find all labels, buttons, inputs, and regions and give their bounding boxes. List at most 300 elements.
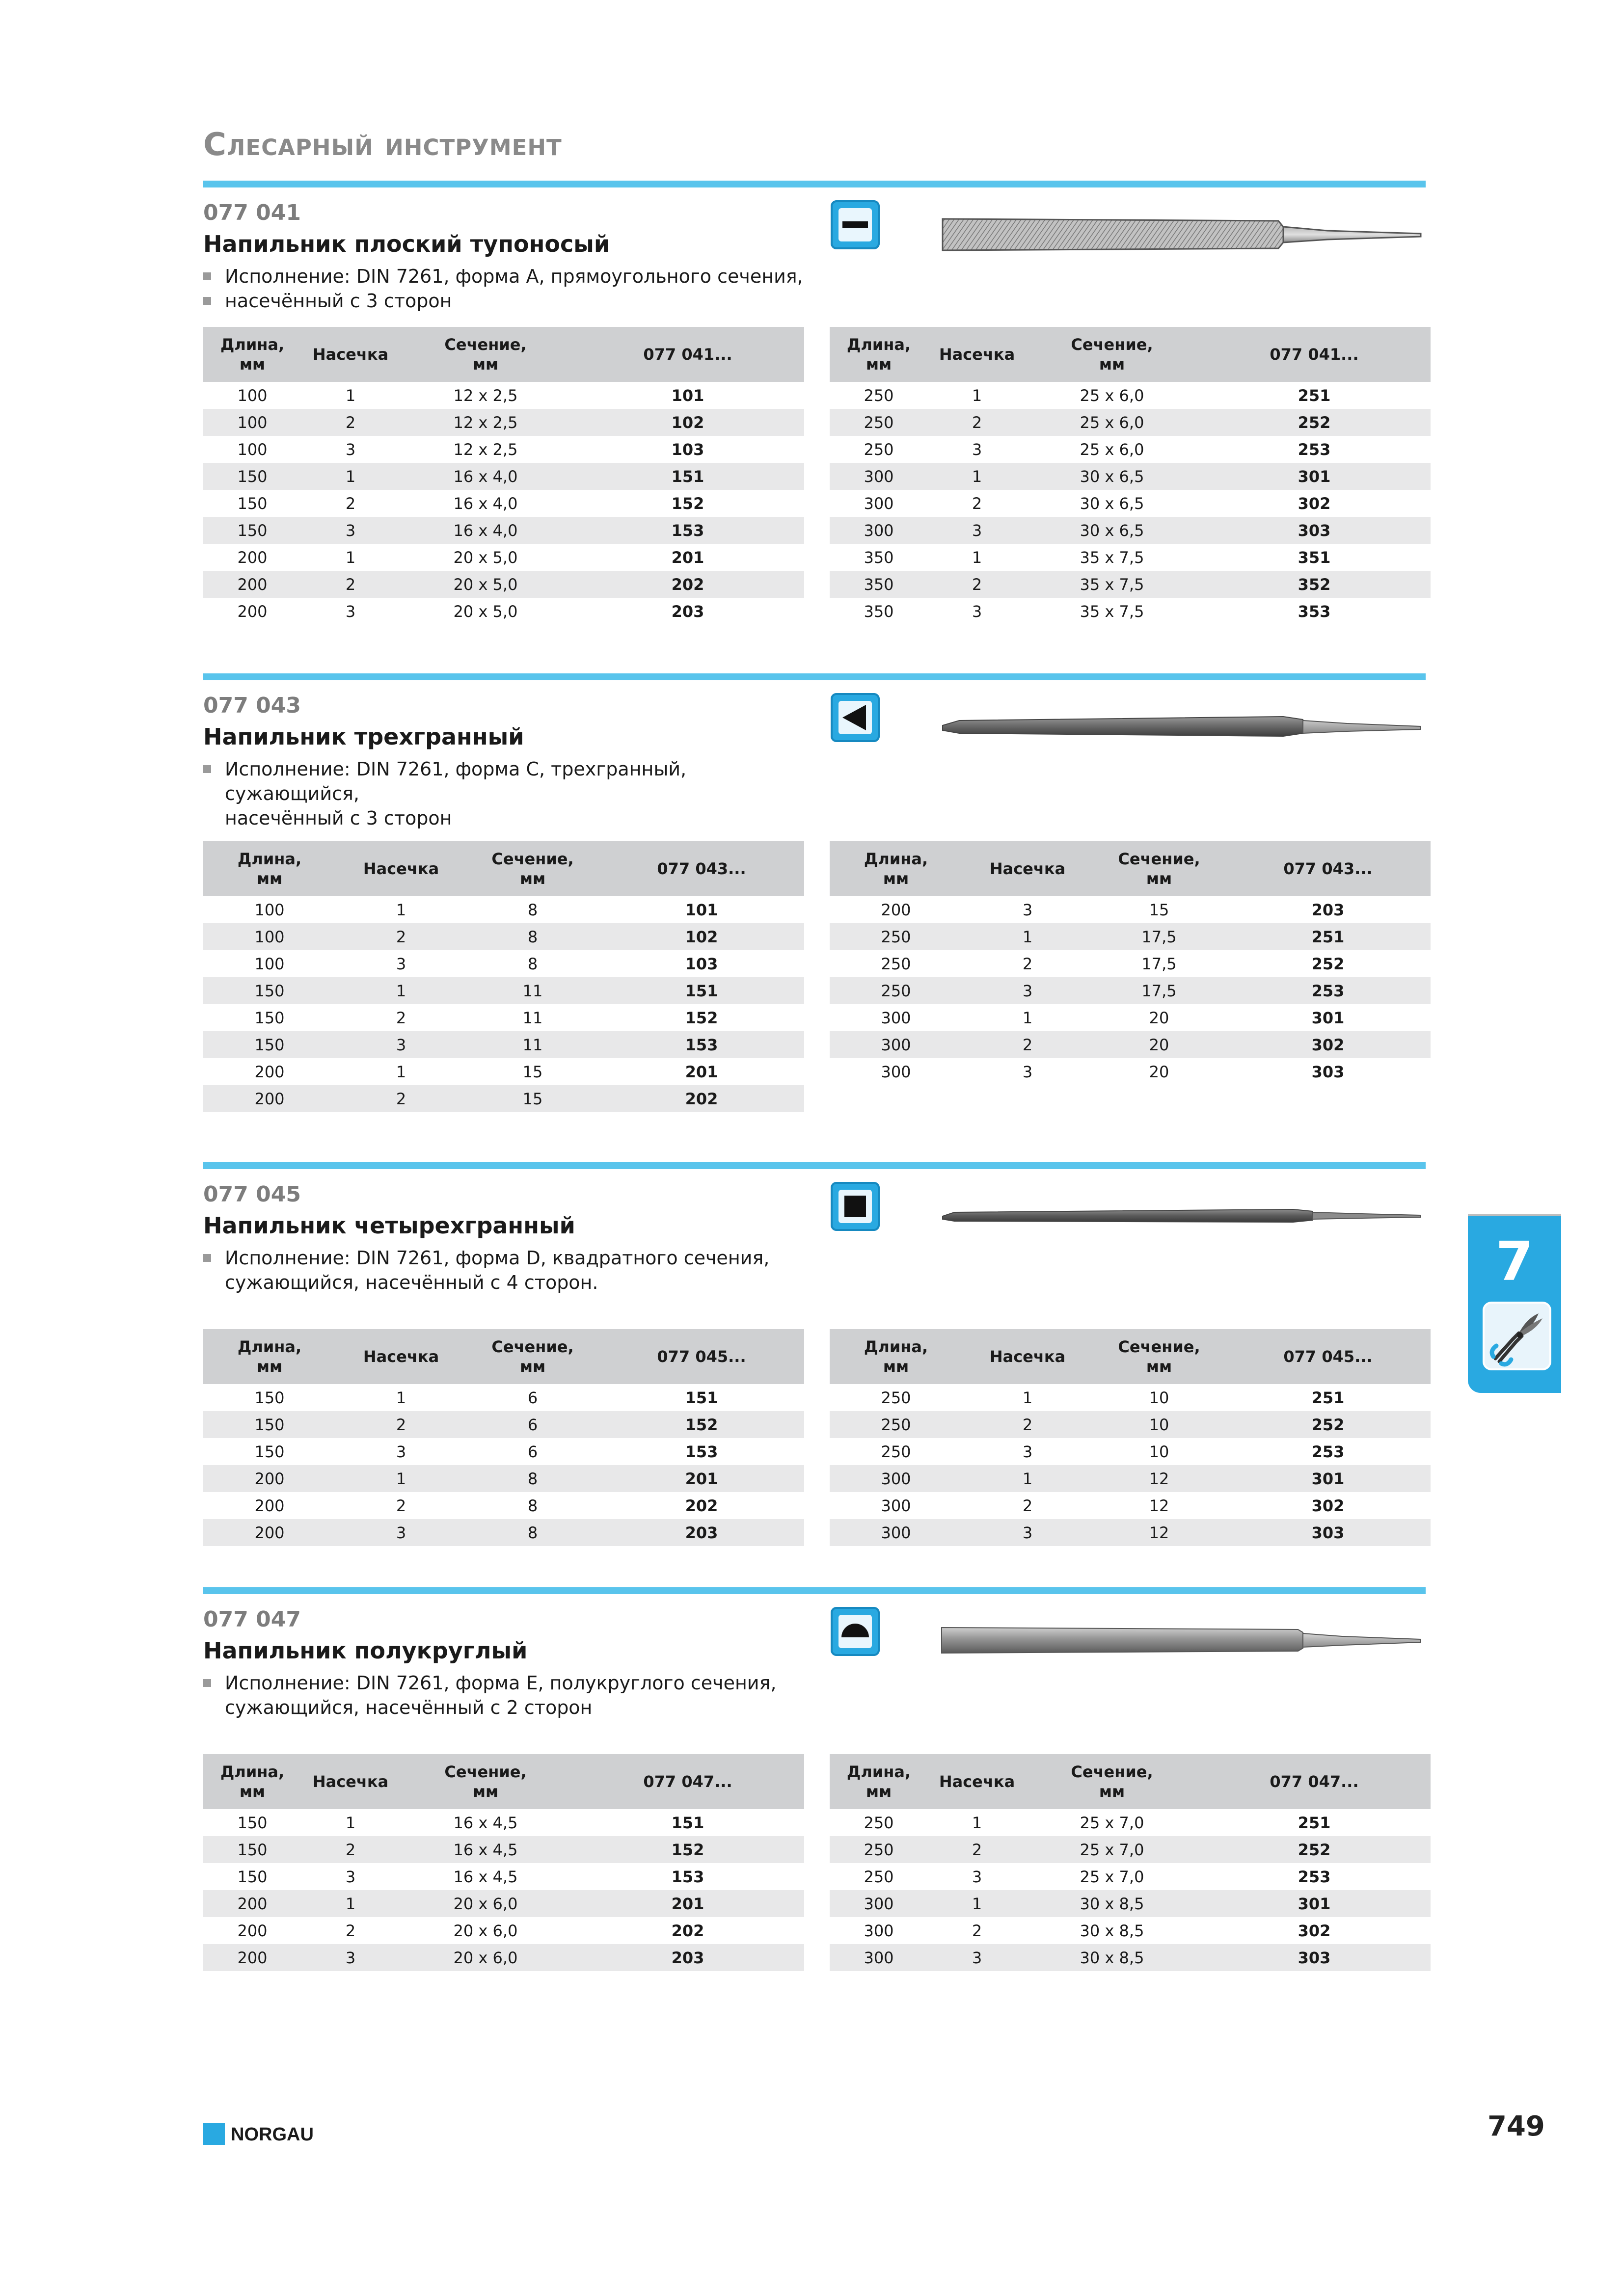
page-title: Слесарный инструмент: [203, 127, 562, 163]
cell-length: 150: [203, 977, 336, 1004]
cell-cut: 3: [972, 1867, 982, 1886]
table-row: [203, 1836, 804, 1863]
spec-table-left: [203, 1754, 804, 1971]
pliers-icon: [1483, 1302, 1551, 1370]
column-header-article: 077 045...: [599, 1329, 804, 1384]
cell-length: 250: [830, 923, 962, 950]
cell-article: 303: [1198, 1944, 1431, 1971]
cell-length: 200: [237, 548, 268, 567]
cell-length: 300: [830, 1944, 928, 1971]
cell-cut: 1: [972, 548, 982, 567]
bullet-icon: [203, 1254, 211, 1262]
table-row: [203, 1058, 804, 1085]
cell-article: 303: [1311, 1062, 1345, 1081]
table-row: [830, 1519, 1431, 1546]
cell-section: 30 x 6,5: [1026, 517, 1198, 544]
cell-article: 253: [1298, 1867, 1331, 1886]
cell-article: 252: [1311, 954, 1345, 973]
cell-article: 251: [1311, 1388, 1345, 1407]
product-code: 077 047: [203, 1607, 301, 1632]
cell-section: 16 x 4,0: [400, 463, 571, 490]
cell-section: 20: [1149, 1008, 1169, 1027]
cell-article: 153: [599, 1031, 804, 1058]
cell-cut: 3: [1022, 1062, 1033, 1081]
triangular-file-image: [940, 698, 1426, 757]
table-row: [830, 977, 1431, 1004]
half-round-section-icon: [831, 1607, 880, 1656]
cell-length: 250: [830, 977, 962, 1004]
cell-article: 103: [671, 440, 704, 459]
cell-article: 153: [571, 517, 804, 544]
cell-article: 252: [1198, 409, 1431, 436]
rectangle-section-icon: [831, 200, 880, 249]
table-row: [203, 490, 804, 517]
cell-length: 300: [864, 1921, 894, 1940]
product-section: [203, 673, 1426, 1125]
cell-cut: 2: [301, 1836, 400, 1863]
cell-cut: 1: [1022, 1008, 1033, 1027]
column-header-article: 077 047...: [1198, 1754, 1431, 1809]
product-name: Напильник четырехгранный: [203, 1212, 575, 1239]
cell-cut: 1: [972, 1813, 982, 1832]
column-header-cut: Насечка: [928, 1754, 1026, 1809]
cell-section: 16 x 4,5: [453, 1867, 518, 1886]
column-header-article: 077 041...: [1198, 327, 1431, 382]
bullet-icon: [203, 1679, 211, 1687]
cell-section: 8: [466, 923, 599, 950]
cell-cut: 2: [396, 1496, 406, 1515]
cell-cut: 3: [301, 1944, 400, 1971]
table-row: [830, 463, 1431, 490]
cell-length: 150: [254, 1388, 285, 1407]
cell-section: 16 x 4,0: [400, 517, 571, 544]
cell-section: 35 x 7,5: [1080, 548, 1144, 567]
spec-line: сужающийся, насечённый с 2 сторон: [225, 1697, 593, 1718]
section-divider: [203, 673, 1426, 680]
cell-length: 200: [203, 571, 301, 598]
brand-square-icon: [203, 2123, 225, 2145]
spec-line: Исполнение: DIN 7261, форма А, прямоугольного сечения,: [225, 266, 803, 287]
table-row: [203, 544, 804, 571]
table-row: [203, 436, 804, 463]
table-row: [203, 1085, 804, 1112]
cell-section: 30 x 8,5: [1080, 1921, 1144, 1940]
cell-article: 151: [599, 977, 804, 1004]
table-row: [203, 1917, 804, 1944]
cell-section: 12: [1093, 1465, 1225, 1492]
cell-article: 203: [599, 1519, 804, 1546]
cell-cut: 2: [928, 1836, 1026, 1863]
table-row: [830, 544, 1431, 571]
cell-article: 252: [1198, 1836, 1431, 1863]
cell-section: 25 x 6,0: [1026, 409, 1198, 436]
column-header-article: 077 041...: [571, 327, 804, 382]
column-header-section: Сечение, мм: [1093, 841, 1225, 896]
cell-article: 152: [599, 1411, 804, 1438]
cell-length: 250: [881, 1388, 911, 1407]
cell-section: 30 x 6,5: [1080, 494, 1144, 513]
cell-article: 353: [1298, 602, 1331, 621]
cell-section: 8: [527, 900, 538, 919]
cell-article: 151: [685, 1388, 718, 1407]
cell-length: 150: [254, 1442, 285, 1461]
cell-section: 25 x 7,0: [1080, 1867, 1144, 1886]
cell-section: 12: [1093, 1519, 1225, 1546]
cell-cut: 1: [301, 1890, 400, 1917]
cell-length: 300: [830, 1890, 928, 1917]
table-row: [203, 1031, 804, 1058]
cell-section: 17,5: [1093, 977, 1225, 1004]
cell-section: 20 x 5,0: [400, 571, 571, 598]
cell-section: 6: [466, 1411, 599, 1438]
spec-table-right: [830, 327, 1431, 625]
cell-length: 350: [830, 571, 928, 598]
cell-article: 351: [1298, 548, 1331, 567]
cell-cut: 2: [1022, 1496, 1033, 1515]
cell-section: 10: [1149, 1442, 1169, 1461]
cell-length: 250: [864, 440, 894, 459]
spec-line: сужающийся, насечённый с 4 сторон.: [225, 1272, 598, 1293]
column-header-length: Длина, мм: [203, 327, 301, 382]
column-header-length: Длина, мм: [830, 1329, 962, 1384]
column-header-section: Сечение, мм: [400, 327, 571, 382]
cell-section: 20 x 5,0: [453, 548, 518, 567]
column-header-cut: Насечка: [962, 1329, 1093, 1384]
cell-cut: 1: [962, 923, 1093, 950]
cell-section: 12 x 2,5: [453, 386, 518, 405]
column-header-section: Сечение, мм: [400, 1754, 571, 1809]
table-row: [830, 1384, 1431, 1411]
cell-length: 150: [203, 463, 301, 490]
cell-length: 100: [254, 900, 285, 919]
table-row: [830, 1890, 1431, 1917]
cell-section: 35 x 7,5: [1080, 602, 1144, 621]
cell-length: 300: [881, 1496, 911, 1515]
table-row: [203, 950, 804, 977]
cell-cut: 3: [1022, 900, 1033, 919]
cell-cut: 3: [396, 1442, 406, 1461]
table-row: [830, 1438, 1431, 1465]
spec-table-left: [203, 841, 804, 1112]
cell-article: 302: [1298, 1921, 1331, 1940]
column-header-article: 077 045...: [1225, 1329, 1431, 1384]
cell-length: 300: [830, 1465, 962, 1492]
cell-cut: 2: [1022, 954, 1033, 973]
cell-section: 10: [1093, 1411, 1225, 1438]
spec-table-left: [203, 327, 804, 625]
cell-length: 250: [864, 386, 894, 405]
cell-cut: 1: [345, 548, 356, 567]
cell-article: 203: [1311, 900, 1345, 919]
product-name: Напильник плоский тупоносый: [203, 231, 610, 257]
product-name: Напильник трехгранный: [203, 723, 524, 750]
table-row: [830, 1492, 1431, 1519]
cell-section: 30 x 8,5: [1026, 1890, 1198, 1917]
table-row: [830, 1836, 1431, 1863]
cell-section: 20: [1093, 1031, 1225, 1058]
cell-section: 25 x 6,0: [1080, 440, 1144, 459]
cell-article: 301: [1225, 1465, 1431, 1492]
cell-cut: 2: [928, 571, 1026, 598]
cell-article: 301: [1311, 1008, 1345, 1027]
column-header-section: Сечение, мм: [466, 841, 599, 896]
cell-cut: 3: [301, 517, 400, 544]
cell-article: 152: [685, 1008, 718, 1027]
cell-cut: 1: [345, 1813, 356, 1832]
cell-length: 250: [830, 409, 928, 436]
cell-article: 251: [1298, 386, 1331, 405]
cell-section: 8: [527, 954, 538, 973]
cell-section: 25 x 6,0: [1080, 386, 1144, 405]
product-spec: [203, 757, 807, 830]
cell-cut: 1: [336, 977, 466, 1004]
half-round-file-image: [940, 1612, 1426, 1671]
cell-article: 203: [571, 1944, 804, 1971]
product-section: [203, 1587, 1426, 1990]
product-section: [203, 181, 1426, 632]
cell-section: 25 x 7,0: [1026, 1836, 1198, 1863]
column-header-length: Длина, мм: [830, 327, 928, 382]
cell-cut: 3: [972, 602, 982, 621]
cell-cut: 3: [928, 517, 1026, 544]
column-header-length: Длина, мм: [203, 841, 336, 896]
product-spec: [203, 1671, 807, 1720]
cell-section: 30 x 8,5: [1026, 1944, 1198, 1971]
cell-section: 8: [466, 1465, 599, 1492]
cell-article: 202: [685, 1496, 718, 1515]
table-row: [203, 517, 804, 544]
cell-section: 20 x 5,0: [453, 602, 518, 621]
table-row: [830, 1944, 1431, 1971]
table-row: [830, 436, 1431, 463]
cell-section: 6: [527, 1388, 538, 1407]
cell-article: 253: [1311, 1442, 1345, 1461]
cell-section: 8: [527, 1496, 538, 1515]
cell-section: 6: [527, 1442, 538, 1461]
cell-section: 15: [1149, 900, 1169, 919]
flat-file-image: [940, 205, 1426, 264]
cell-section: 15: [522, 1062, 543, 1081]
page-number: 749: [1488, 2110, 1545, 2142]
cell-cut: 1: [336, 1465, 466, 1492]
cell-article: 303: [1198, 517, 1431, 544]
column-header-article: 077 043...: [599, 841, 804, 896]
cell-length: 150: [203, 1411, 336, 1438]
table-row: [203, 1465, 804, 1492]
cell-length: 150: [203, 517, 301, 544]
column-header-length: Длина, мм: [203, 1329, 336, 1384]
cell-length: 250: [864, 1813, 894, 1832]
cell-article: 301: [1198, 1890, 1431, 1917]
cell-article: 101: [685, 900, 718, 919]
table-row: [830, 1004, 1431, 1031]
cell-article: 102: [599, 923, 804, 950]
cell-cut: 2: [336, 1411, 466, 1438]
cell-length: 150: [237, 1867, 268, 1886]
cell-section: 20 x 6,0: [400, 1890, 571, 1917]
cell-cut: 1: [396, 1388, 406, 1407]
cell-length: 200: [254, 1062, 285, 1081]
cell-section: 12: [1149, 1496, 1169, 1515]
product-code: 077 045: [203, 1182, 301, 1207]
column-header-cut: Насечка: [301, 327, 400, 382]
cell-article: 352: [1198, 571, 1431, 598]
cell-article: 202: [671, 1921, 704, 1940]
cell-section: 12 x 2,5: [400, 409, 571, 436]
column-header-section: Сечение, мм: [1093, 1329, 1225, 1384]
cell-cut: 3: [345, 1867, 356, 1886]
cell-length: 350: [864, 602, 894, 621]
spec-line: насечённый с 3 сторон: [225, 807, 452, 829]
cell-length: 250: [830, 1411, 962, 1438]
cell-cut: 1: [928, 1890, 1026, 1917]
cell-cut: 2: [336, 923, 466, 950]
cell-cut: 2: [301, 571, 400, 598]
cell-length: 200: [237, 1921, 268, 1940]
table-row: [203, 1411, 804, 1438]
cell-article: 203: [671, 602, 704, 621]
square-section-icon: [831, 1182, 880, 1231]
cell-article: 152: [571, 1836, 804, 1863]
cell-cut: 1: [928, 463, 1026, 490]
cell-article: 153: [685, 1442, 718, 1461]
cell-article: 301: [1198, 463, 1431, 490]
cell-section: 20: [1149, 1062, 1169, 1081]
cell-article: 251: [1298, 1813, 1331, 1832]
cell-cut: 3: [962, 1519, 1093, 1546]
cell-cut: 1: [396, 1062, 406, 1081]
table-row: [830, 1917, 1431, 1944]
cell-cut: 2: [962, 1031, 1093, 1058]
spec-line: насечённый с 3 сторон: [225, 290, 452, 312]
cell-length: 200: [203, 1890, 301, 1917]
cell-cut: 2: [345, 494, 356, 513]
column-header-cut: Насечка: [928, 327, 1026, 382]
cell-section: 17,5: [1141, 954, 1177, 973]
cell-length: 250: [830, 1836, 928, 1863]
cell-section: 11: [466, 977, 599, 1004]
cell-length: 300: [830, 517, 928, 544]
cell-article: 201: [685, 1062, 718, 1081]
cell-length: 300: [830, 463, 928, 490]
cell-section: 20 x 6,0: [453, 1921, 518, 1940]
cell-length: 250: [881, 1442, 911, 1461]
cell-section: 11: [522, 1008, 543, 1027]
product-name: Напильник полукруглый: [203, 1637, 528, 1664]
table-row: [830, 382, 1431, 409]
table-row: [203, 923, 804, 950]
cell-cut: 2: [972, 1921, 982, 1940]
column-header-length: Длина, мм: [203, 1754, 301, 1809]
cell-article: 202: [599, 1085, 804, 1112]
cell-article: 253: [1225, 977, 1431, 1004]
brand-name: NORGAU: [231, 2124, 314, 2145]
cell-article: 253: [1298, 440, 1331, 459]
cell-length: 150: [203, 1031, 336, 1058]
cell-article: 152: [671, 494, 704, 513]
table-row: [830, 1411, 1431, 1438]
cell-cut: 3: [1022, 1442, 1033, 1461]
cell-section: 20 x 6,0: [400, 1944, 571, 1971]
table-row: [830, 896, 1431, 923]
cell-cut: 3: [396, 954, 406, 973]
cell-section: 11: [466, 1031, 599, 1058]
column-header-length: Длина, мм: [830, 841, 962, 896]
column-header-cut: Насечка: [336, 1329, 466, 1384]
table-row: [203, 598, 804, 625]
cell-length: 250: [881, 954, 911, 973]
cell-cut: 3: [345, 440, 356, 459]
product-section: [203, 1162, 1426, 1565]
table-row: [830, 1465, 1431, 1492]
cell-cut: 2: [301, 409, 400, 436]
cell-section: 17,5: [1093, 923, 1225, 950]
cell-length: 100: [203, 923, 336, 950]
cell-length: 200: [881, 900, 911, 919]
table-row: [203, 1809, 804, 1836]
table-row: [203, 977, 804, 1004]
cell-section: 16 x 4,5: [400, 1836, 571, 1863]
table-row: [830, 950, 1431, 977]
product-spec: [203, 264, 807, 313]
cell-length: 200: [203, 1085, 336, 1112]
cell-article: 151: [571, 463, 804, 490]
table-row: [830, 517, 1431, 544]
cell-length: 100: [203, 409, 301, 436]
table-row: [830, 1809, 1431, 1836]
spec-line: Исполнение: DIN 7261, форма С, трехгранный, сужающийся,: [225, 758, 687, 804]
product-code: 077 043: [203, 693, 301, 718]
column-header-article: 077 043...: [1225, 841, 1431, 896]
cell-cut: 2: [336, 1085, 466, 1112]
cell-length: 200: [254, 1496, 285, 1515]
cell-cut: 3: [336, 1519, 466, 1546]
triangle-section-icon: [831, 693, 880, 742]
cell-section: 25 x 7,0: [1080, 1813, 1144, 1832]
cell-article: 102: [571, 409, 804, 436]
cell-article: 302: [1225, 1031, 1431, 1058]
cell-length: 200: [203, 1944, 301, 1971]
cell-article: 302: [1311, 1496, 1345, 1515]
table-row: [203, 409, 804, 436]
bullet-icon: [203, 272, 211, 280]
cell-cut: 2: [972, 494, 982, 513]
cell-length: 250: [864, 1867, 894, 1886]
cell-cut: 1: [962, 1465, 1093, 1492]
table-row: [203, 382, 804, 409]
cell-article: 303: [1225, 1519, 1431, 1546]
cell-cut: 1: [345, 386, 356, 405]
cell-length: 200: [237, 602, 268, 621]
table-row: [203, 1438, 804, 1465]
cell-article: 201: [671, 548, 704, 567]
column-header-section: Сечение, мм: [466, 1329, 599, 1384]
cell-length: 300: [881, 1062, 911, 1081]
cell-section: 16 x 4,5: [453, 1813, 518, 1832]
table-row: [203, 1492, 804, 1519]
table-row: [203, 571, 804, 598]
square-file-image: [940, 1187, 1426, 1246]
table-row: [830, 571, 1431, 598]
cell-cut: 3: [928, 1944, 1026, 1971]
column-header-length: Длина, мм: [830, 1754, 928, 1809]
cell-section: 35 x 7,5: [1026, 571, 1198, 598]
table-row: [203, 1863, 804, 1890]
cell-article: 101: [671, 386, 704, 405]
cell-cut: 3: [345, 602, 356, 621]
cell-cut: 1: [396, 900, 406, 919]
cell-article: 252: [1225, 1411, 1431, 1438]
